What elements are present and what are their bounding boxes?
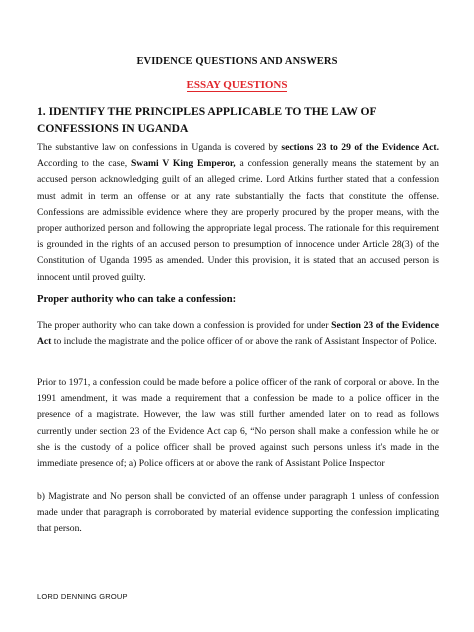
bold-case-name: Swami V King Emperor,: [130, 158, 236, 170]
bold-reference: Section 23 of the Evidence Act: [37, 320, 439, 348]
paragraph-proper-authority: [37, 318, 439, 350]
paragraph-text: The substantive law on confessions in Uganda is covered by: [37, 142, 282, 153]
paragraph-text: The proper authority who can take down a confession is provided for under: [37, 320, 332, 331]
paragraph-text: to include the magistrate and the police officer of or above the rank of Assistant Inspector of Police.: [51, 336, 437, 348]
section-heading-text: ESSAY QUESTIONS: [186, 79, 288, 91]
paragraph-definition: [37, 140, 439, 286]
paragraph-text: a confession generally means the statement by an accused person acknowledging guilt of an alleged crime. Lord Atkins further stated that a confession must admit in term an offense or at any rate substantially the facts that constitute the offense. Confessions are admissible evidence where they are properly procured by the proper means, with the proper authorized person and following the appropriate legal process. The rationale for this requirement is grounded in the rights of an accused person to presumption of innocence under Article 28(3) of the Constitution of Uganda 1995 as amended. Under this provision, it is stated that an accused person is innocent until proved guilty.: [37, 158, 439, 283]
bold-reference: sections 23 to 29 of the Evidence Act.: [281, 142, 439, 153]
document-title: EVIDENCE QUESTIONS AND ANSWERS: [136, 56, 338, 67]
subheading-proper-authority: Proper authority who can take a confession:: [37, 294, 237, 305]
page-footer: LORD DENNING GROUP: [37, 592, 128, 601]
paragraph-magistrate: b) Magistrate and No person shall be convicted of an offense under paragraph 1 unless of confession made under that paragraph is corroborated by material evidence supporting the confession implicating that person.: [37, 491, 439, 535]
question-heading: 1. IDENTIFY THE PRINCIPLES APPLICABLE TO THE LAW OF CONFESSIONS IN UGANDA: [37, 105, 377, 135]
paragraph-text: According to the case,: [37, 158, 131, 170]
section-heading: [0, 79, 474, 91]
paragraph-history: Prior to 1971, a confession could be made before a police officer of the rank of corporal or above. In the 1991 amendment, it was made a requirement that a confession be made to a police officer in the presence of a magistrate. However, the law was still further amended later on to read as follows currently under section 23 of the Evidence Act cap 6, “No person shall make a confession while he or she is the custody of a police officer shall be proved against such persons unless it's made in the immediate presence of; a) Police officers at or above the rank of Assistant Police Inspector: [37, 377, 439, 470]
